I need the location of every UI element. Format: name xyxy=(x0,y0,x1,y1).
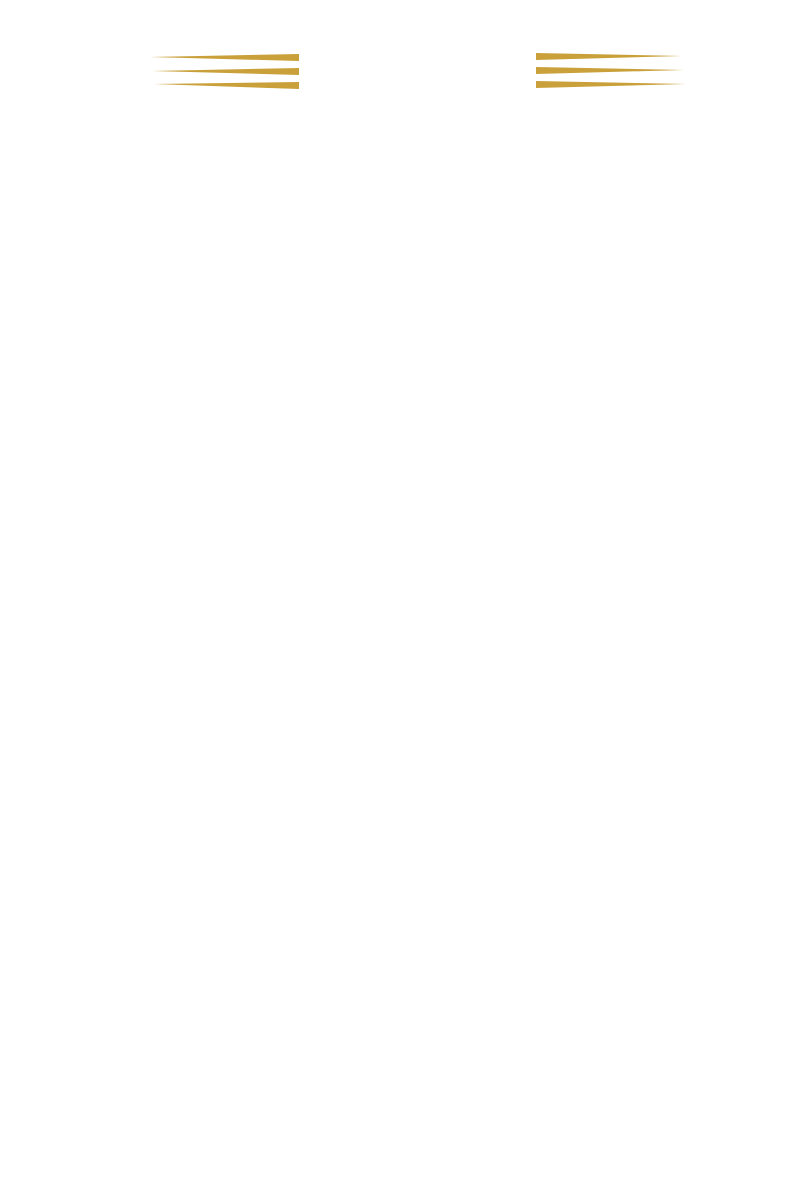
left-stripe-middle xyxy=(152,68,299,75)
right-stripes-ornament-icon xyxy=(532,50,692,92)
right-stripe-bottom xyxy=(536,81,686,88)
left-stripe-top xyxy=(150,54,299,61)
left-stripe-bottom xyxy=(154,82,299,89)
right-stripe-middle xyxy=(536,67,684,74)
left-stripes-ornament-icon xyxy=(145,50,305,92)
right-stripe-top xyxy=(536,53,682,60)
